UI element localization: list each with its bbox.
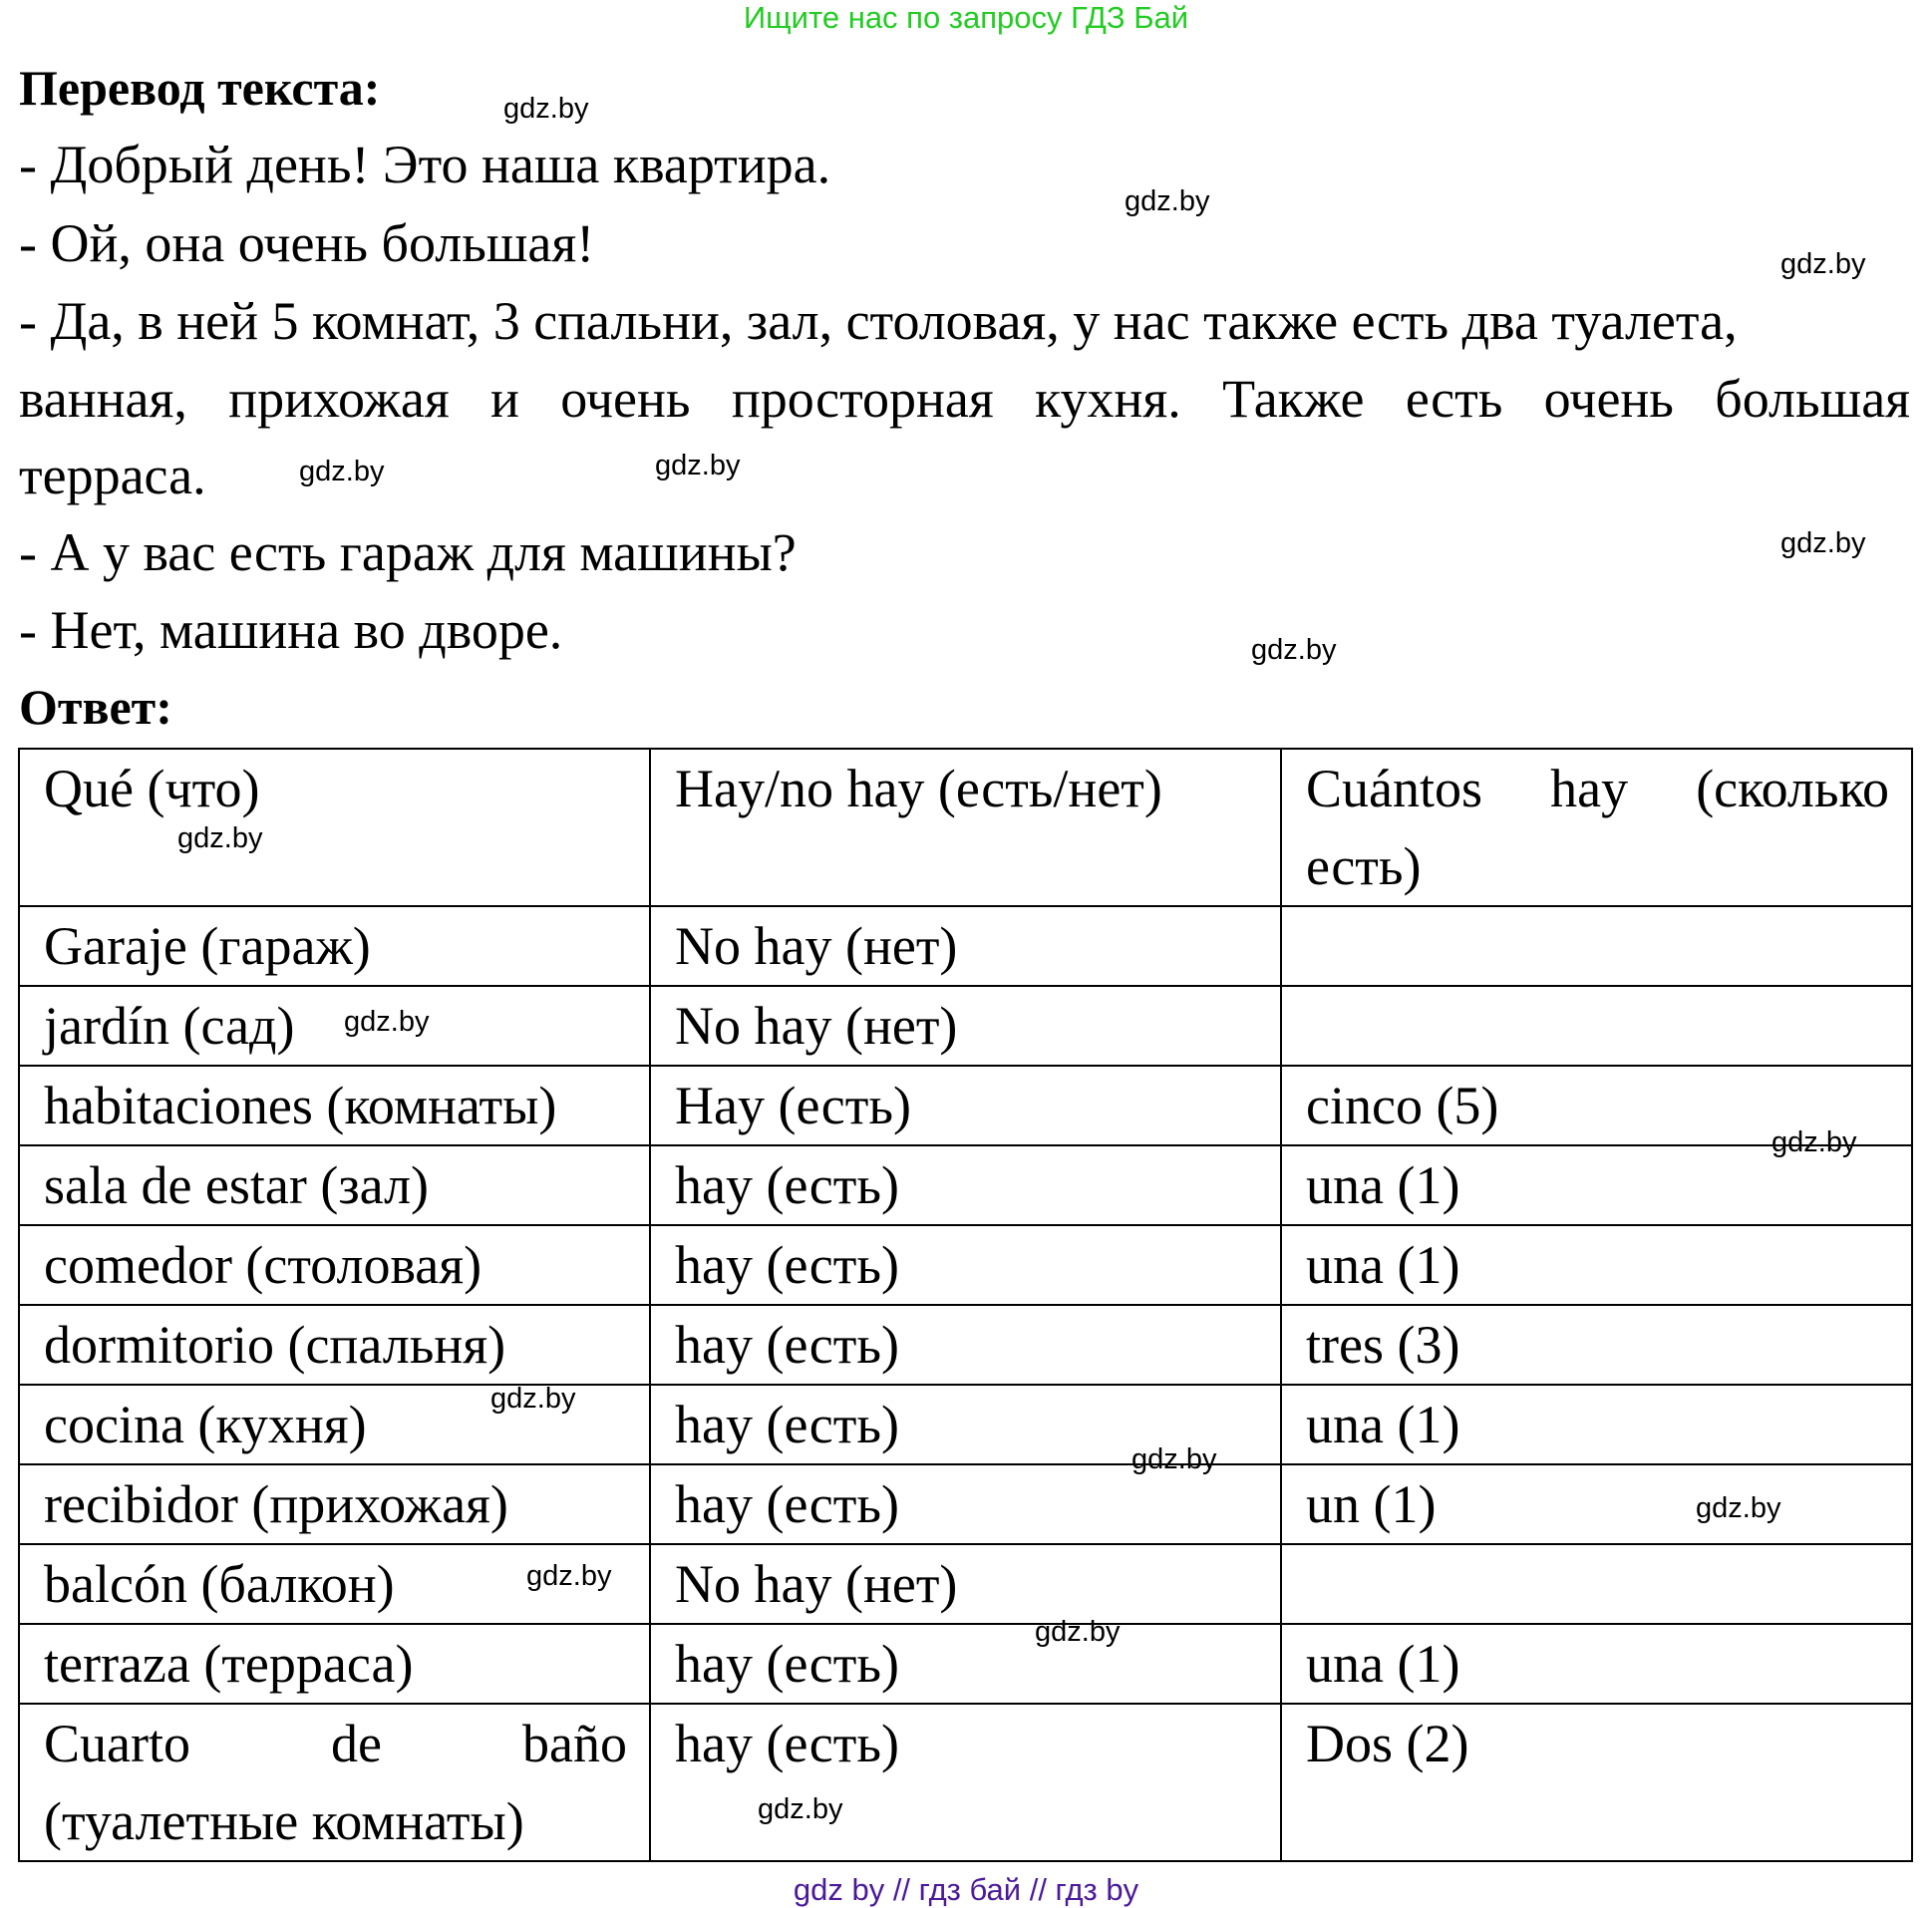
column-header: Hay/no hay (есть/нет) — [650, 749, 1281, 906]
translation-line: - Нет, машина во дворе. — [19, 600, 563, 660]
table-row — [19, 1624, 1912, 1704]
presence-cell: hay (есть) — [650, 1624, 1281, 1704]
table-row — [19, 1385, 1912, 1464]
watermark: gdz.by — [1125, 185, 1210, 217]
item-cell: habitaciones (комнаты) — [19, 1066, 650, 1145]
presence-cell: hay (есть) — [650, 1385, 1281, 1464]
table-row — [19, 1464, 1912, 1544]
table-row — [19, 1544, 1912, 1624]
presence-cell: hay (есть) — [650, 1145, 1281, 1225]
watermark: gdz.by — [1780, 248, 1866, 280]
item-cell: Cuarto de baño (туалетные комнаты) — [19, 1704, 650, 1861]
column-header: Cuántos hay (сколько есть) — [1281, 749, 1912, 906]
watermark: gdz.by — [503, 93, 589, 125]
item-cell: cocina (кухня) — [19, 1385, 650, 1464]
presence-cell: Hay (есть) — [650, 1066, 1281, 1145]
count-cell: tres (3) — [1281, 1305, 1912, 1385]
answer-table — [18, 748, 1913, 1862]
count-cell: una (1) — [1281, 1145, 1912, 1225]
presence-cell: No hay (нет) — [650, 906, 1281, 986]
table-row — [19, 1145, 1912, 1225]
item-cell: recibidor (прихожая) — [19, 1464, 650, 1544]
translation-line: ванная, прихожая и очень просторная кухня. Также есть очень большая — [19, 369, 1910, 429]
count-cell: cinco (5) — [1281, 1066, 1912, 1145]
watermark: gdz.by — [1035, 1616, 1121, 1648]
item-cell: Garaje (гараж) — [19, 906, 650, 986]
translation-line: - Да, в ней 5 комнат, 3 спальни, зал, столовая, у нас также есть два туалета, — [19, 291, 1738, 351]
count-cell: una (1) — [1281, 1385, 1912, 1464]
count-cell: una (1) — [1281, 1225, 1912, 1305]
watermark: gdz.by — [1780, 527, 1866, 559]
item-cell: terraza (терраса) — [19, 1624, 650, 1704]
table-row — [19, 1225, 1912, 1305]
translation-line: - Добрый день! Это наша квартира. — [19, 135, 831, 194]
table-row — [19, 986, 1912, 1066]
footer-links: gdz by // гдз бай // гдз by — [793, 1872, 1139, 1907]
watermark: gdz.by — [655, 450, 741, 481]
item-cell: comedor (столовая) — [19, 1225, 650, 1305]
watermark: gdz.by — [1696, 1492, 1781, 1524]
translation-line: - А у вас есть гараж для машины? — [19, 522, 797, 582]
count-cell — [1281, 1544, 1912, 1624]
watermark: gdz.by — [758, 1793, 843, 1825]
item-cell: dormitorio (спальня) — [19, 1305, 650, 1385]
watermark: gdz.by — [490, 1383, 576, 1415]
watermark: gdz.by — [1771, 1126, 1857, 1158]
count-cell — [1281, 986, 1912, 1066]
watermark: gdz.by — [299, 456, 385, 487]
presence-cell: hay (есть) — [650, 1704, 1281, 1861]
search-banner: Ищите нас по запросу ГДЗ Бай — [743, 0, 1189, 35]
table-row — [19, 1305, 1912, 1385]
count-cell: Dos (2) — [1281, 1704, 1912, 1861]
translation-line: - Ой, она очень большая! — [19, 213, 595, 273]
watermark: gdz.by — [1251, 634, 1337, 666]
table-row — [19, 906, 1912, 986]
presence-cell: hay (есть) — [650, 1225, 1281, 1305]
watermark: gdz.by — [344, 1006, 430, 1038]
translation-line: терраса. — [19, 446, 206, 505]
item-cell: sala de estar (зал) — [19, 1145, 650, 1225]
watermark: gdz.by — [1131, 1443, 1217, 1475]
translation-heading: Перевод текста: — [19, 60, 381, 116]
presence-cell: hay (есть) — [650, 1305, 1281, 1385]
count-cell: una (1) — [1281, 1624, 1912, 1704]
item-cell: jardín (сад) — [19, 986, 650, 1066]
presence-cell: hay (есть) — [650, 1464, 1281, 1544]
watermark: gdz.by — [177, 822, 263, 854]
presence-cell: No hay (нет) — [650, 1544, 1281, 1624]
answer-heading: Ответ: — [19, 679, 172, 735]
watermark: gdz.by — [526, 1560, 612, 1592]
presence-cell: No hay (нет) — [650, 986, 1281, 1066]
item-cell: balcón (балкон) — [19, 1544, 650, 1624]
table-header-row — [19, 749, 1912, 906]
count-cell: un (1) — [1281, 1464, 1912, 1544]
count-cell — [1281, 906, 1912, 986]
table-row — [19, 1066, 1912, 1145]
column-header: Qué (что) — [19, 749, 650, 906]
table-row — [19, 1704, 1912, 1861]
